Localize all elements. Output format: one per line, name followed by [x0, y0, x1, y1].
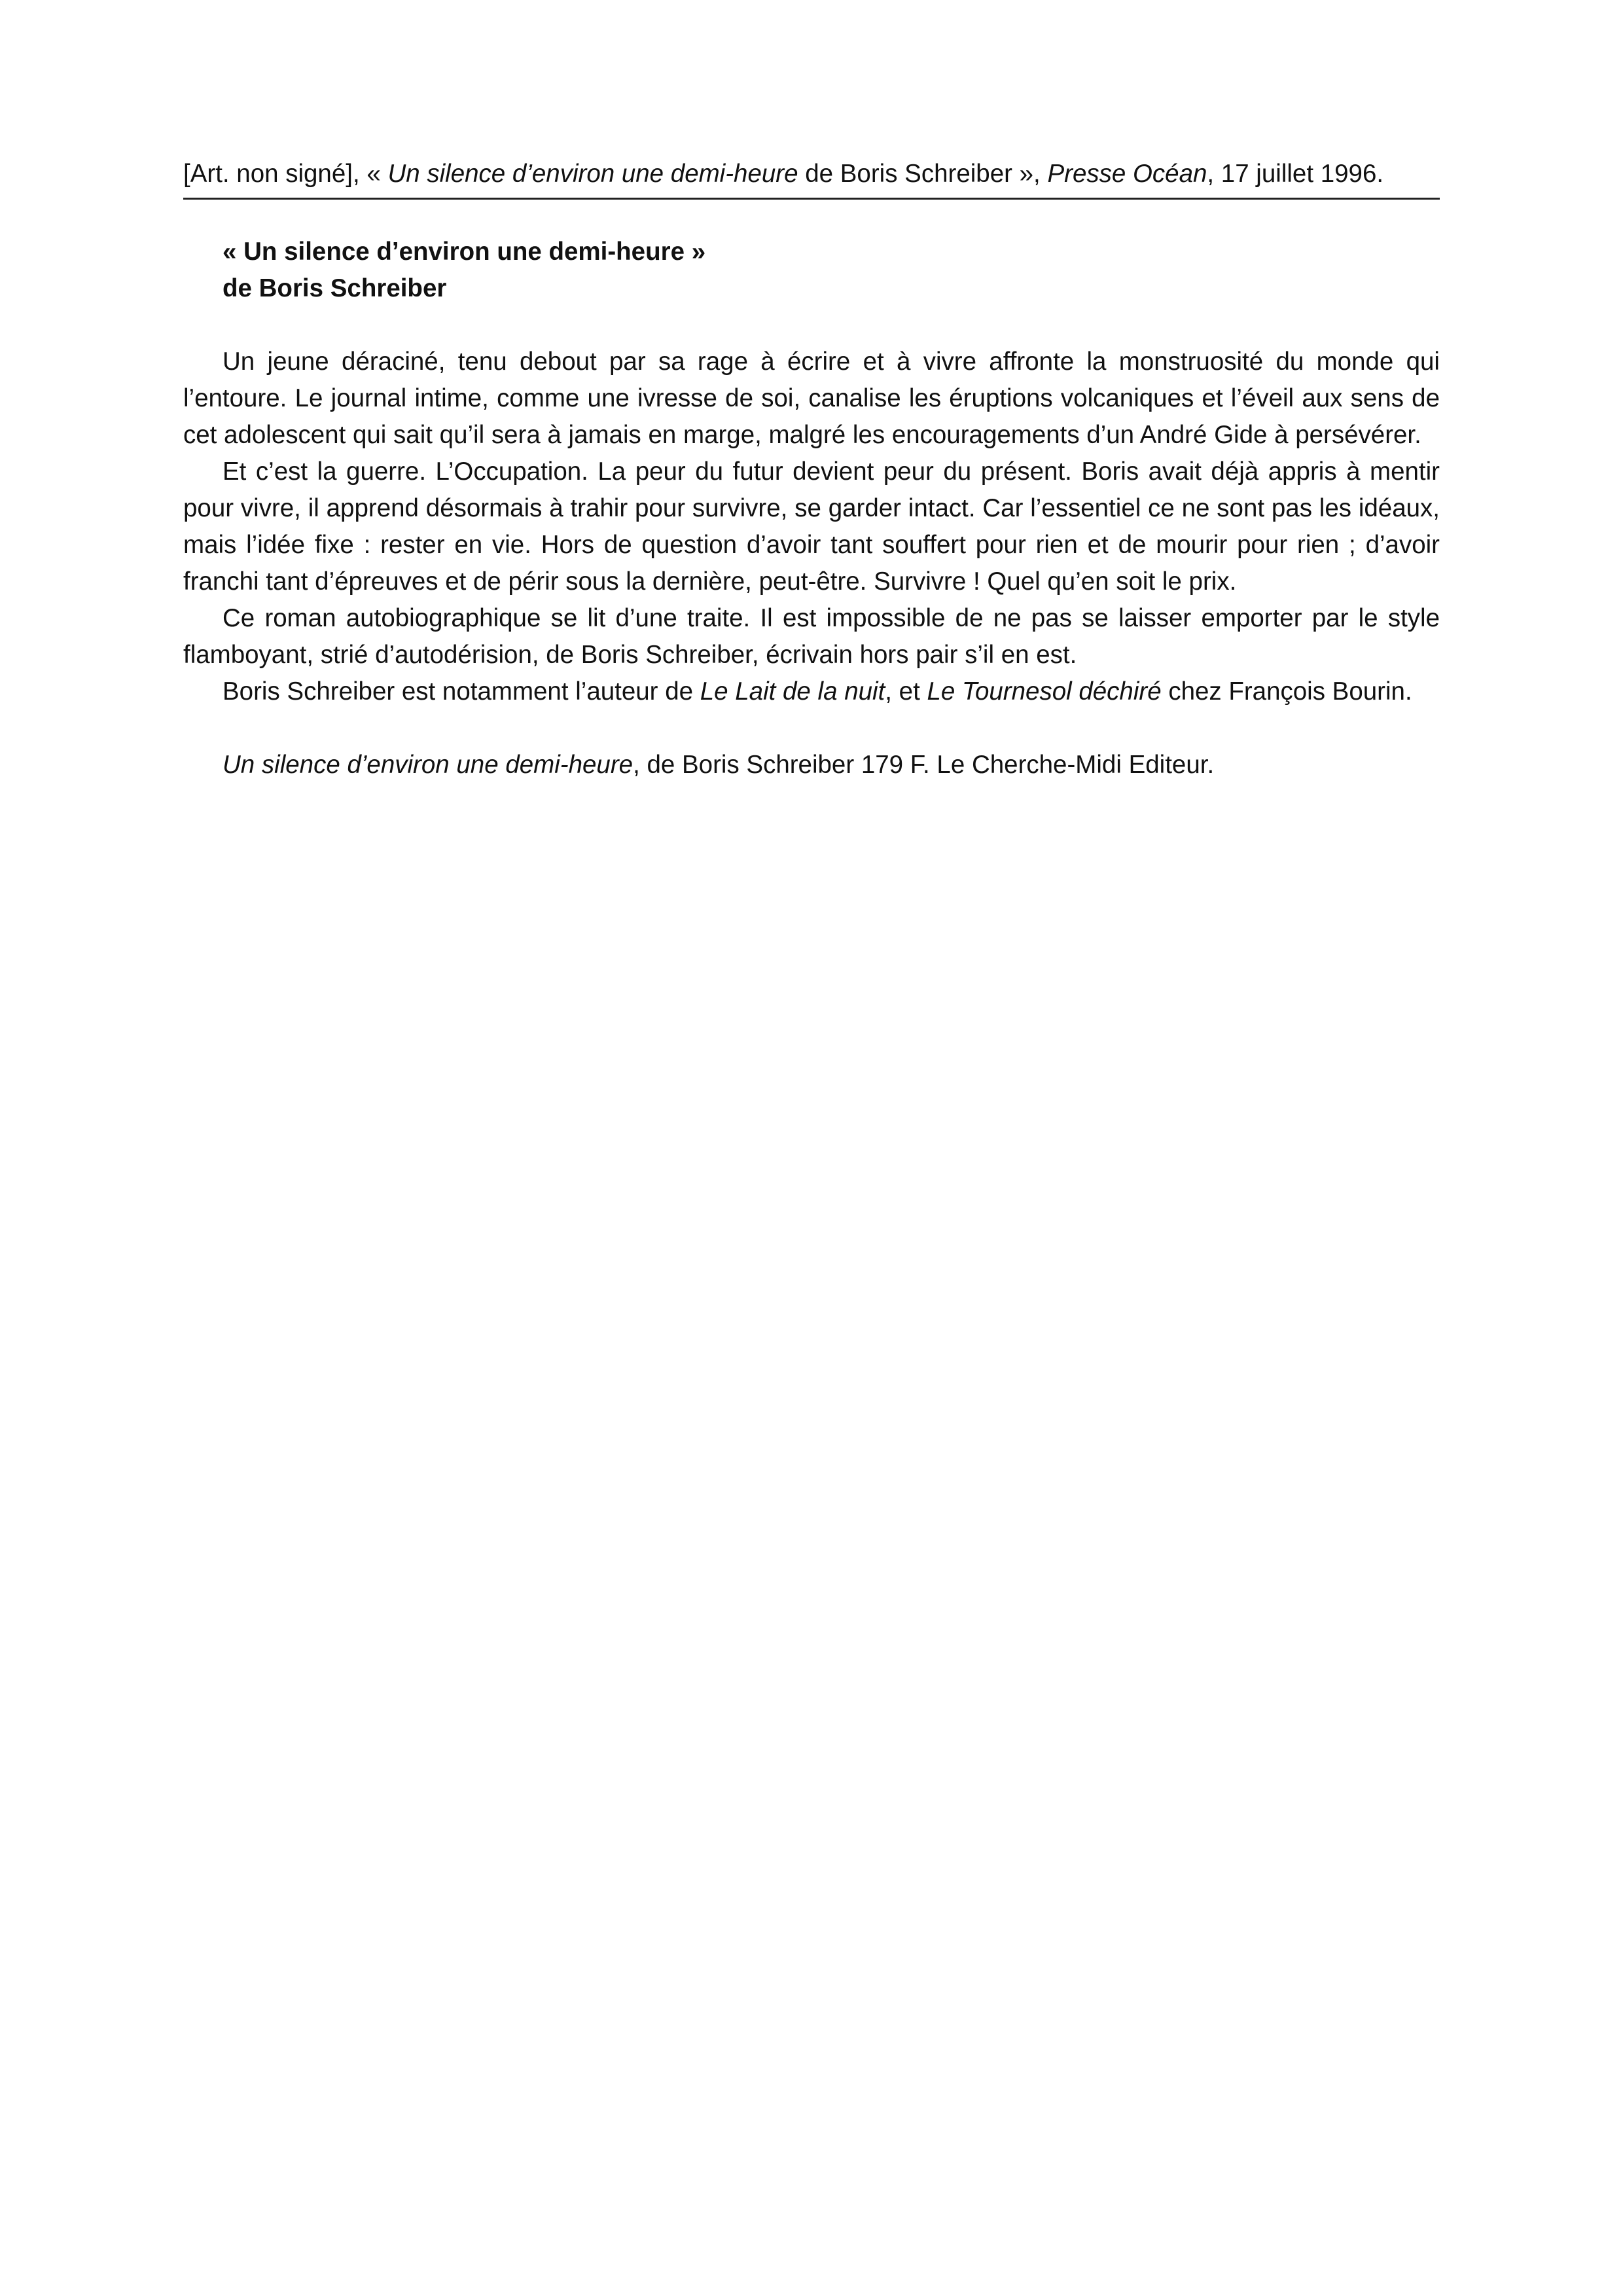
- document-content: [183, 156, 1440, 783]
- paragraph-1: Un jeune déraciné, tenu debout par sa rage à écrire et à vivre affronte la monstruosité du monde qui l’entoure. Le journal intime, comme une ivresse de soi, canalise les éruptions volcaniques et l’éveil aux sens de cet adolescent qui sait qu’il sera à jamais en marge, malgré les encouragements d’un André Gide à persévérer.: [183, 348, 1440, 449]
- citation-newspaper: Presse Océan: [1047, 160, 1207, 188]
- citation-book-title: Un silence d’environ une demi-heure: [387, 160, 798, 188]
- article-title-line-2: de Boris Schreiber: [223, 274, 447, 302]
- footer-reference: [183, 747, 1440, 783]
- paragraph-spacer: [183, 710, 1440, 747]
- footer-book-title: Un silence d’environ une demi-heure: [223, 751, 633, 779]
- citation-line: [183, 156, 1440, 192]
- paragraph-4-suffix: chez François Bourin.: [1161, 677, 1412, 706]
- citation-suffix: , 17 juillet 1996.: [1207, 160, 1384, 188]
- paragraph-4-title-1: Le Lait de la nuit: [700, 677, 885, 706]
- horizontal-divider: [183, 198, 1440, 200]
- citation-prefix: [Art. non signé], «: [183, 160, 388, 188]
- paragraph-3: Ce roman autobiographique se lit d’une traite. Il est impossible de ne pas se laisser emporter par le style flamboyant, strié d’autodérision, de Boris Schreiber, écrivain hors pair s’il en est.: [183, 604, 1440, 669]
- paragraph-4: [183, 673, 1440, 710]
- article-title-line-1: « Un silence d’environ une demi-heure »: [223, 238, 706, 266]
- article-title: [183, 234, 1440, 307]
- citation-middle: de Boris Schreiber »,: [798, 160, 1048, 188]
- paragraph-4-middle: , et: [885, 677, 927, 706]
- paragraph-4-prefix: Boris Schreiber est notamment l’auteur de: [223, 677, 700, 706]
- footer-reference-rest: , de Boris Schreiber 179 F. Le Cherche-Midi Editeur.: [633, 751, 1215, 779]
- paragraph-4-title-2: Le Tournesol déchiré: [927, 677, 1162, 706]
- paragraph-2: Et c’est la guerre. L’Occupation. La peur du futur devient peur du présent. Boris avait déjà appris à mentir pour vivre, il apprend désormais à trahir pour survivre, se garder intact. Car l’essentiel ce ne sont pas les idéaux, mais l’idée fixe : rester en vie. Hors de question d’avoir tant souffert pour rien et de mourir pour rien ; d’avoir franchi tant d’épreuves et de périr sous la dernière, peut-être. Survivre ! Quel qu’en soit le prix.: [183, 457, 1440, 596]
